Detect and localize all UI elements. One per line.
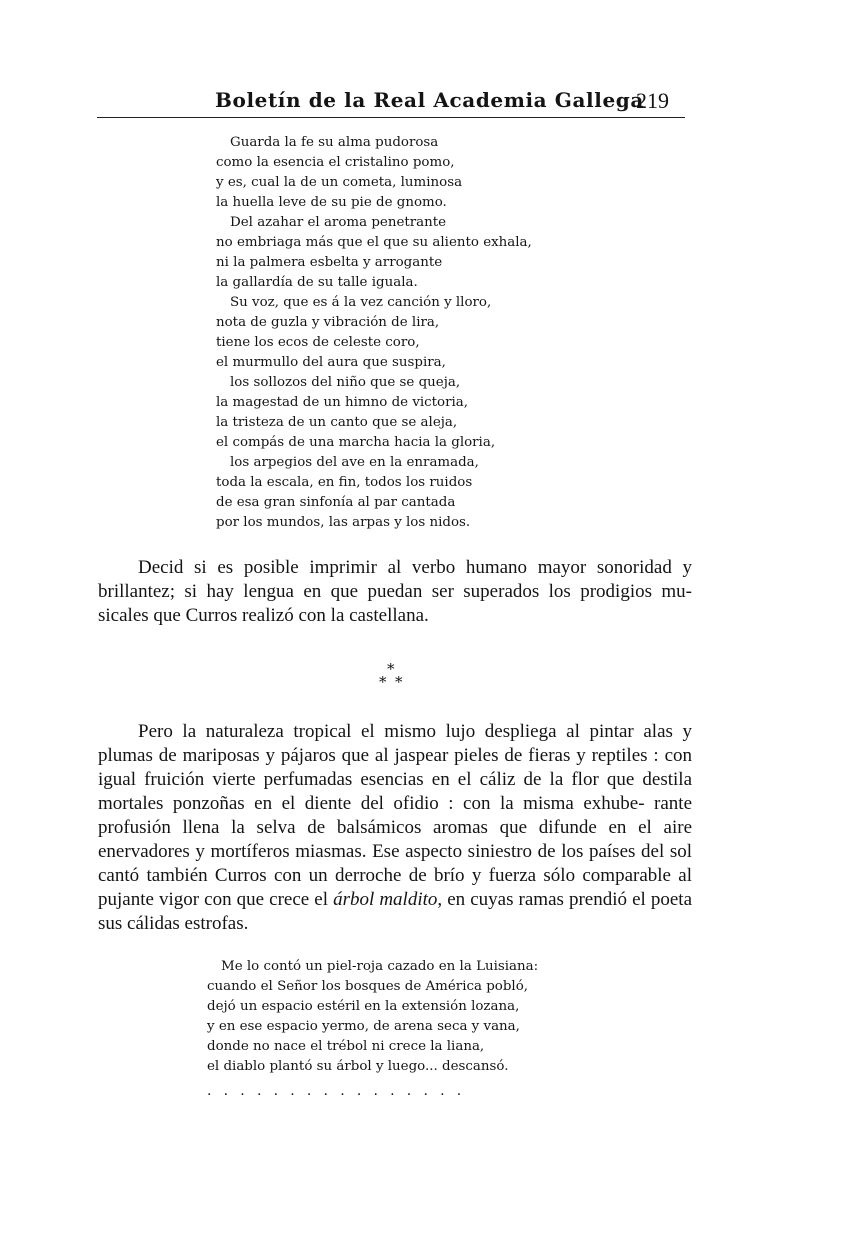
running-head [0,88,850,118]
verse-line: los sollozos del niño que se queja, [230,375,461,390]
page-number: 219 [636,88,669,113]
verse-line: donde no nace el trébol ni crece la liana, [207,1039,485,1054]
prose-line: rante profusión llena la selva de balsámicos aromas que difunde en el [98,793,693,838]
asterisk: * [395,673,403,691]
emphasized-title: árbol maldito [333,889,438,910]
poem-stanza-2 [207,957,538,1077]
prose-line: plumas de mariposas y pájaros que al jaspear pieles de fieras y reptiles : [98,745,659,766]
verse-line: Su voz, que es á la vez canción y lloro, [230,295,492,310]
verse-line: el diablo plantó su árbol y luego... descansó. [207,1059,509,1074]
verse-line: la magestad de un himno de victoria, [216,395,469,410]
verse-line: la tristeza de un canto que se aleja, [216,415,458,430]
verse-line: por los mundos, las arpas y los nidos. [216,515,471,530]
verse-line: nota de guzla y vibración de lira, [216,315,440,330]
verse-line: Guarda la fe su alma pudorosa [230,135,439,150]
verse-line: de esa gran sinfonía al par cantada [216,495,456,510]
verse-line: cuando el Señor los bosques de América pobló, [207,979,529,994]
verse-line: tiene los ecos de celeste coro, [216,335,420,350]
prose-line: destila mortales ponzoñas en el diente del ofidio : con la misma exhube- [98,769,693,814]
asterisk: * [387,660,395,678]
prose-line: , en cuyas [437,889,514,910]
prose-line: comparable al pujante vigor con que crece el [98,865,692,910]
verse-line: y es, cual la de un cometa, luminosa [216,175,463,190]
prose-paragraph-1 [98,556,692,628]
verse-line: la huella leve de su pie de gnomo. [216,195,447,210]
verse-line: y en ese espacio yermo, de arena seca y vana, [207,1019,520,1034]
verse-line: Me lo contó un piel-roja cazado en la Luisiana: [221,959,539,974]
prose-line: Decid si es posible imprimir al verbo humano mayor sonoridad y [138,557,692,578]
verse-line: no embriaga más que el que su aliento exhala, [216,235,532,250]
prose-line: sicales que Curros realizó con la castellana. [98,605,429,626]
asterisk: * [379,673,387,691]
prose-line: Pero la naturaleza tropical el mismo lujo despliega al pintar alas y [138,721,692,742]
poem-stanza-1 [216,133,532,533]
verse-line: el compás de una marcha hacia la gloria, [216,435,496,450]
journal-title: Boletín de la Real Academia Gallega [215,88,644,112]
prose-paragraph-2 [98,720,692,936]
prose-line: del sol cantó también Curros con un derroche de brío y fuerza sólo [98,841,693,886]
verse-line: ni la palmera esbelta y arrogante [216,255,443,270]
verse-line: toda la escala, en fin, todos los ruidos [216,475,473,490]
verse-line: Del azahar el aroma penetrante [230,215,447,230]
header-rule [97,117,685,118]
prose-line: aire enervadores y mortíferos miasmas. Ese aspecto siniestro de los países [98,817,693,862]
section-asterism [368,662,418,694]
prose-line: con igual fruición vierte perfumadas esencias en el cáliz de la flor que [98,745,692,790]
verse-line: dejó un espacio estéril en la extensión lozana, [207,999,520,1014]
prose-line: brillantez; si hay lengua en que puedan ser superados los prodigios mu- [98,581,692,602]
verse-line: los arpegios del ave en la enramada, [230,455,479,470]
verse-line: el murmullo del aura que suspira, [216,355,446,370]
ellipsis-row: ................ [207,1083,474,1099]
verse-line: la gallardía de su talle iguala. [216,275,418,290]
prose-line: ramas prendió el poeta sus cálidas estrofas. [98,889,693,934]
verse-line: como la esencia el cristalino pomo, [216,155,455,170]
